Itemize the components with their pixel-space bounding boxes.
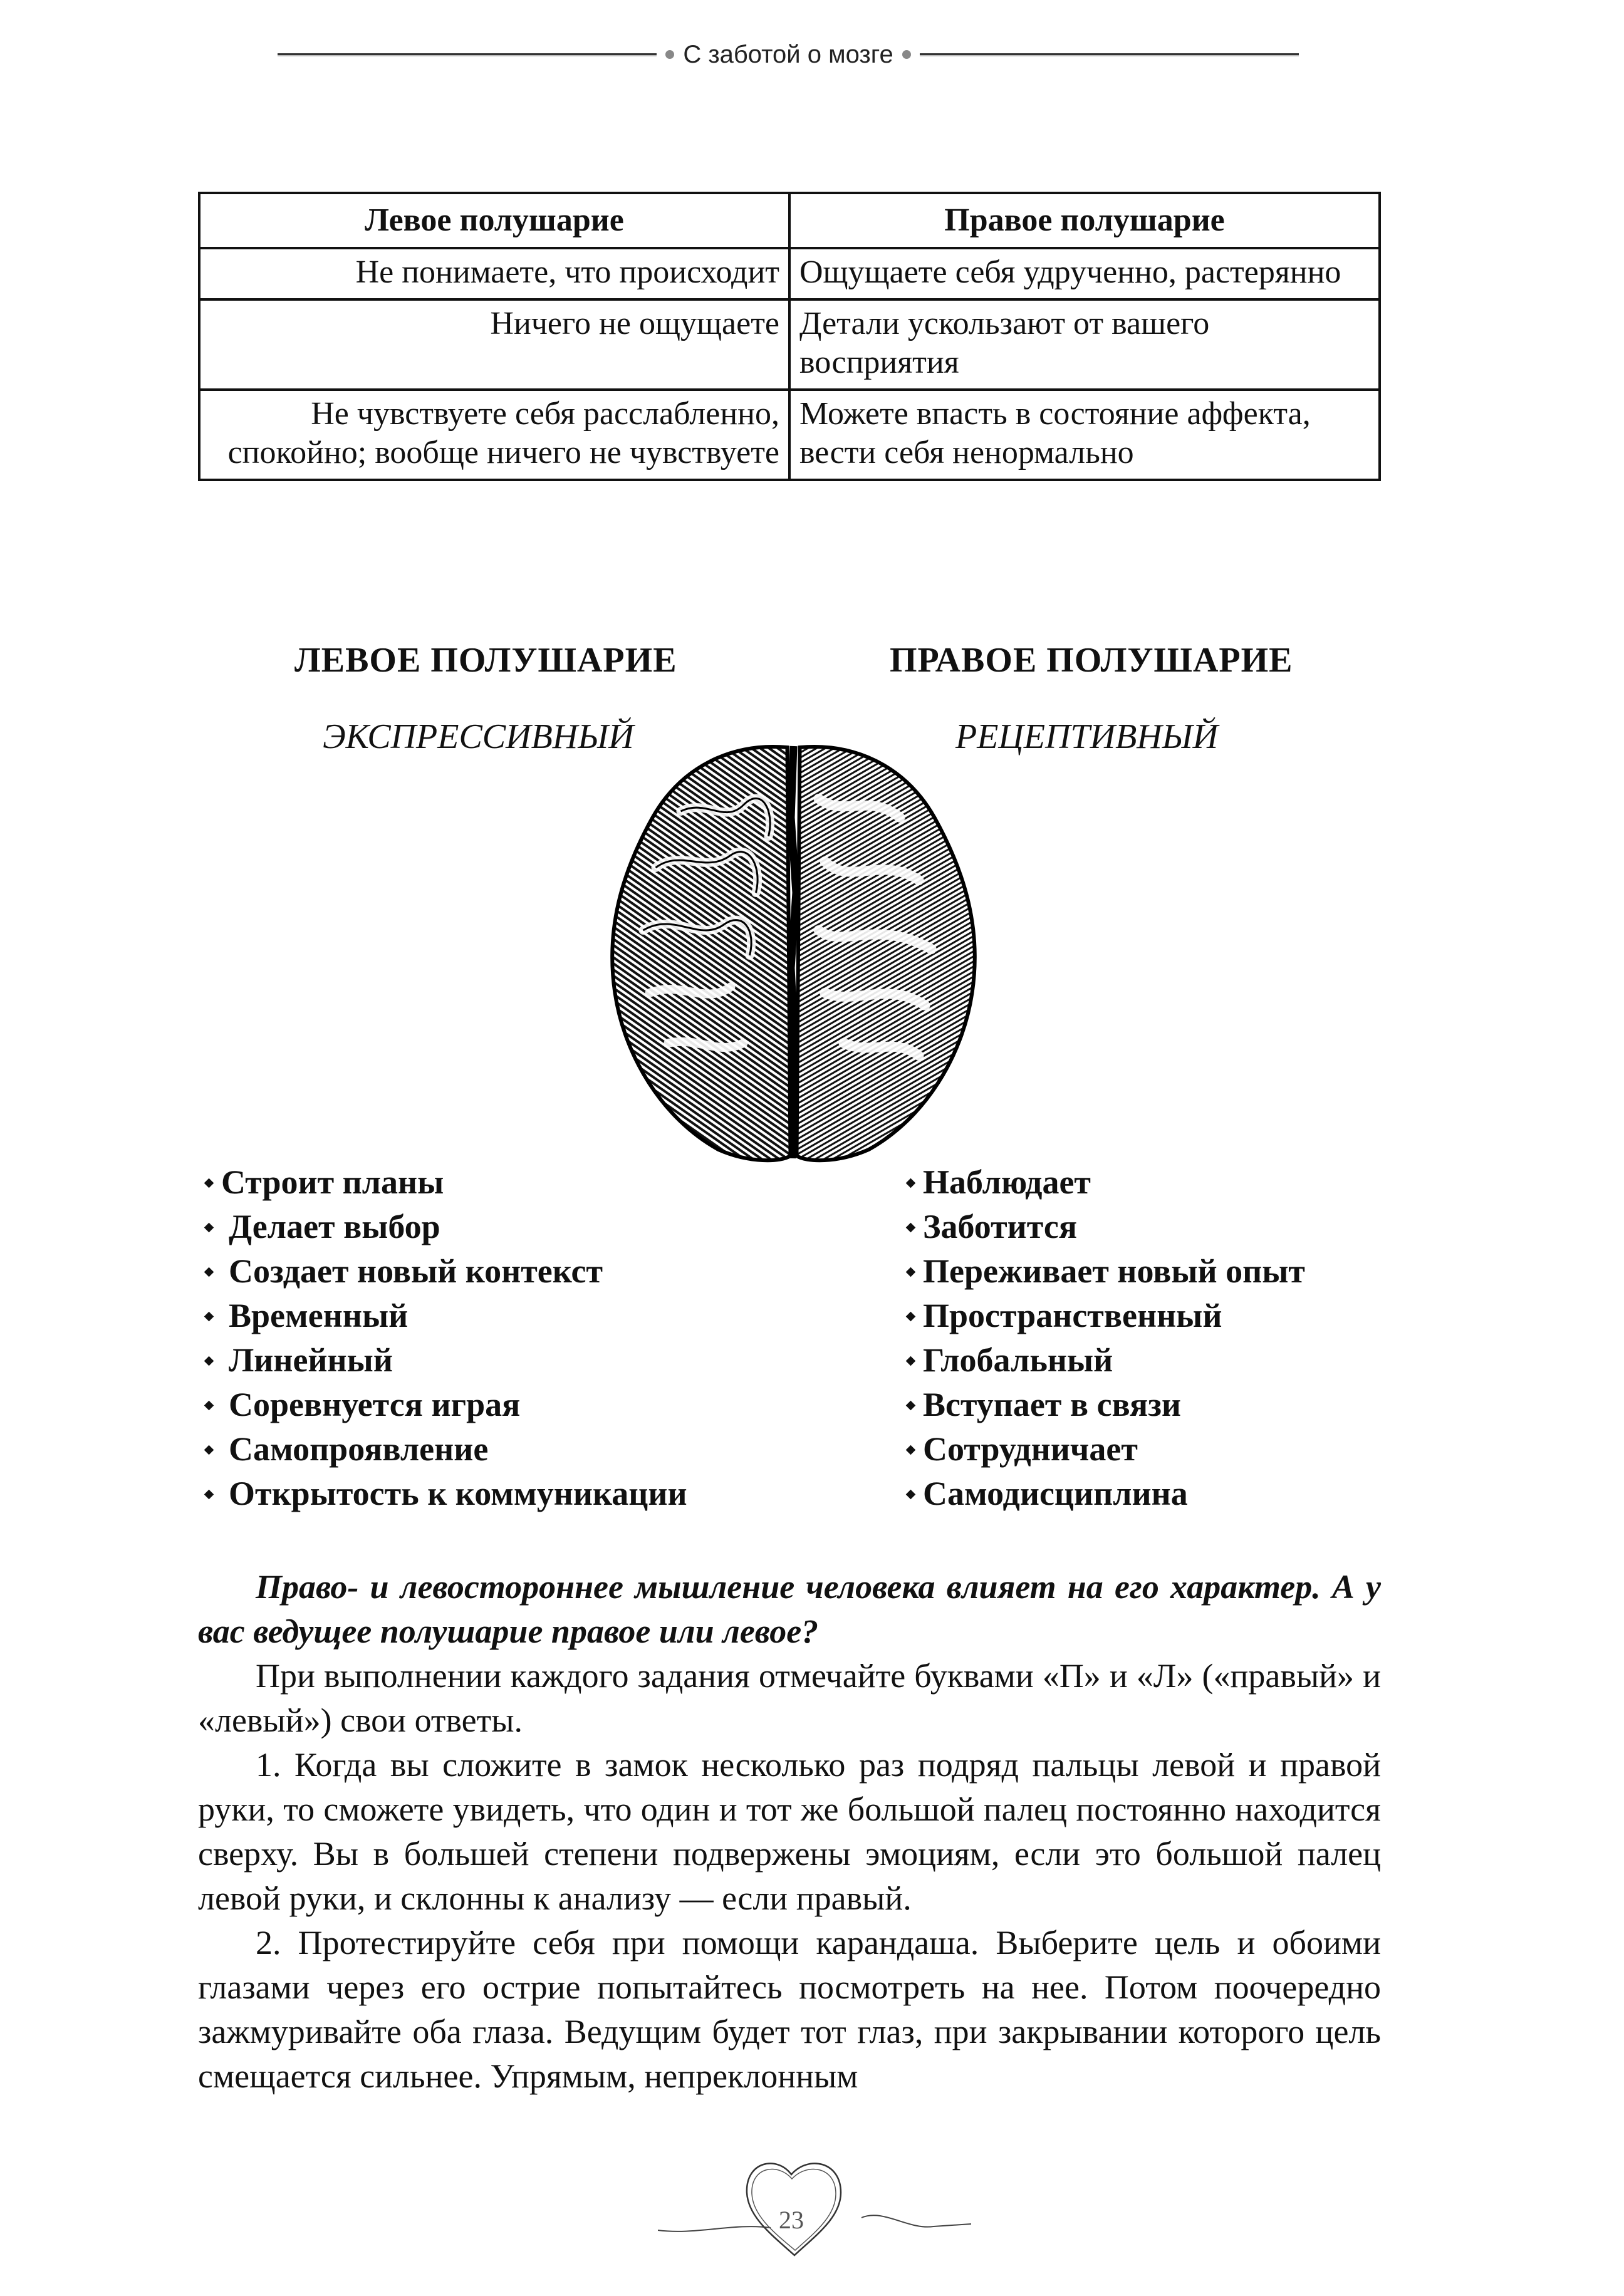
table-cell-right: Можете впасть в состояние аффекта, вести себя ненормально — [789, 390, 1380, 480]
list-item: Сотрудничает — [907, 1427, 1305, 1472]
bullet-icon — [204, 1356, 214, 1366]
list-item: Делает выбор — [206, 1205, 687, 1249]
paragraph: При выполнении каждого задания отмечайте буквами «П» и «Л» («правый» и «левый») свои ответы. — [198, 1657, 1381, 1739]
table-row — [199, 390, 1380, 480]
brain-icon — [605, 742, 982, 1166]
bullet-icon — [906, 1401, 916, 1411]
bullet-icon — [906, 1312, 916, 1322]
paragraph: 2. Протестируйте себя при помощи карандаша. Выберите цель и обоими глазами через его острие попытайтесь посмотреть на нее. Потом поочередно зажмуривайте оба глаза. Ведущим будет тот глаз, при закрывании которого цель смещается сильнее. Упрямым, непреклонным — [198, 1924, 1381, 2095]
bullet-icon — [906, 1356, 916, 1366]
bullet-icon — [906, 1178, 916, 1188]
bullet-icon — [906, 1490, 916, 1500]
right-hemisphere-title: ПРАВОЕ ПОЛУШАРИЕ — [890, 641, 1293, 680]
list-item: Переживает новый опыт — [907, 1249, 1305, 1294]
running-header-title: С заботой о мозге — [683, 40, 893, 68]
list-item: Вступает в связи — [907, 1383, 1305, 1427]
list-item: Пространственный — [907, 1294, 1305, 1338]
page-number: 23 — [779, 2206, 804, 2234]
bullet-icon — [906, 1267, 916, 1277]
lead-question: Право- и левостороннее мышление человека влияет на его характер. А у вас ведущее полушарие правое или левое? — [198, 1568, 1381, 1650]
left-hemisphere-traits — [206, 1160, 687, 1516]
header-dot-left-icon — [665, 50, 674, 59]
table-row — [199, 248, 1380, 299]
table-cell-left: Не чувствуете себя расслабленно, спокойно; вообще ничего не чувствуете — [199, 390, 789, 480]
bullet-icon — [204, 1312, 214, 1322]
list-item: Линейный — [206, 1338, 687, 1383]
bullet-icon — [204, 1401, 214, 1411]
list-item: Временный — [206, 1294, 687, 1338]
list-item: Соревнуется играя — [206, 1383, 687, 1427]
header-rule-right — [920, 53, 1299, 56]
right-hemisphere-traits — [907, 1160, 1305, 1516]
table-row — [199, 299, 1380, 390]
left-hemisphere-title: ЛЕВОЕ ПОЛУШАРИЕ — [294, 641, 677, 680]
table-header-row — [199, 193, 1380, 248]
list-item: Строит планы — [206, 1160, 687, 1205]
bullet-icon — [204, 1178, 214, 1188]
table-cell-right: Детали ускользают от вашего восприятия — [789, 299, 1380, 390]
list-item: Заботится — [907, 1205, 1305, 1249]
list-item: Глобальный — [907, 1338, 1305, 1383]
header-rule-left — [278, 53, 657, 56]
bullet-icon — [204, 1445, 214, 1455]
list-item: Самодисциплина — [907, 1472, 1305, 1516]
table-header-left: Левое полушарие — [199, 193, 789, 248]
hemisphere-comparison-table — [198, 192, 1381, 481]
right-hemisphere-subtitle: РЕЦЕПТИВНЫЙ — [955, 717, 1219, 756]
table-cell-right: Ощущаете себя удрученно, растерянно — [789, 248, 1380, 299]
list-item: Самопроявление — [206, 1427, 687, 1472]
bullet-icon — [204, 1490, 214, 1500]
heart-icon — [658, 2143, 971, 2268]
left-hemisphere-subtitle: ЭКСПРЕССИВНЫЙ — [323, 717, 634, 756]
list-item: Открытость к коммуникации — [206, 1472, 687, 1516]
body-text — [198, 1565, 1381, 2099]
list-item: Наблюдает — [907, 1160, 1305, 1205]
bullet-icon — [906, 1445, 916, 1455]
bullet-icon — [204, 1267, 214, 1277]
list-item: Создает новый контекст — [206, 1249, 687, 1294]
bullet-icon — [204, 1223, 214, 1233]
bullet-icon — [906, 1223, 916, 1233]
running-header — [278, 39, 1299, 70]
table-cell-left: Ничего не ощущаете — [199, 299, 789, 390]
table-header-right: Правое полушарие — [789, 193, 1380, 248]
header-dot-right-icon — [902, 50, 911, 59]
paragraph: 1. Когда вы сложите в замок несколько раз подряд пальцы левой и правой руки, то сможете увидеть, что один и тот же большой палец постоянно находится сверху. Вы в большей степени подвержены эмоциям, если это большой палец левой руки, и склонны к анализу — если правый. — [198, 1746, 1381, 1917]
table-cell-left: Не понимаете, что происходит — [199, 248, 789, 299]
